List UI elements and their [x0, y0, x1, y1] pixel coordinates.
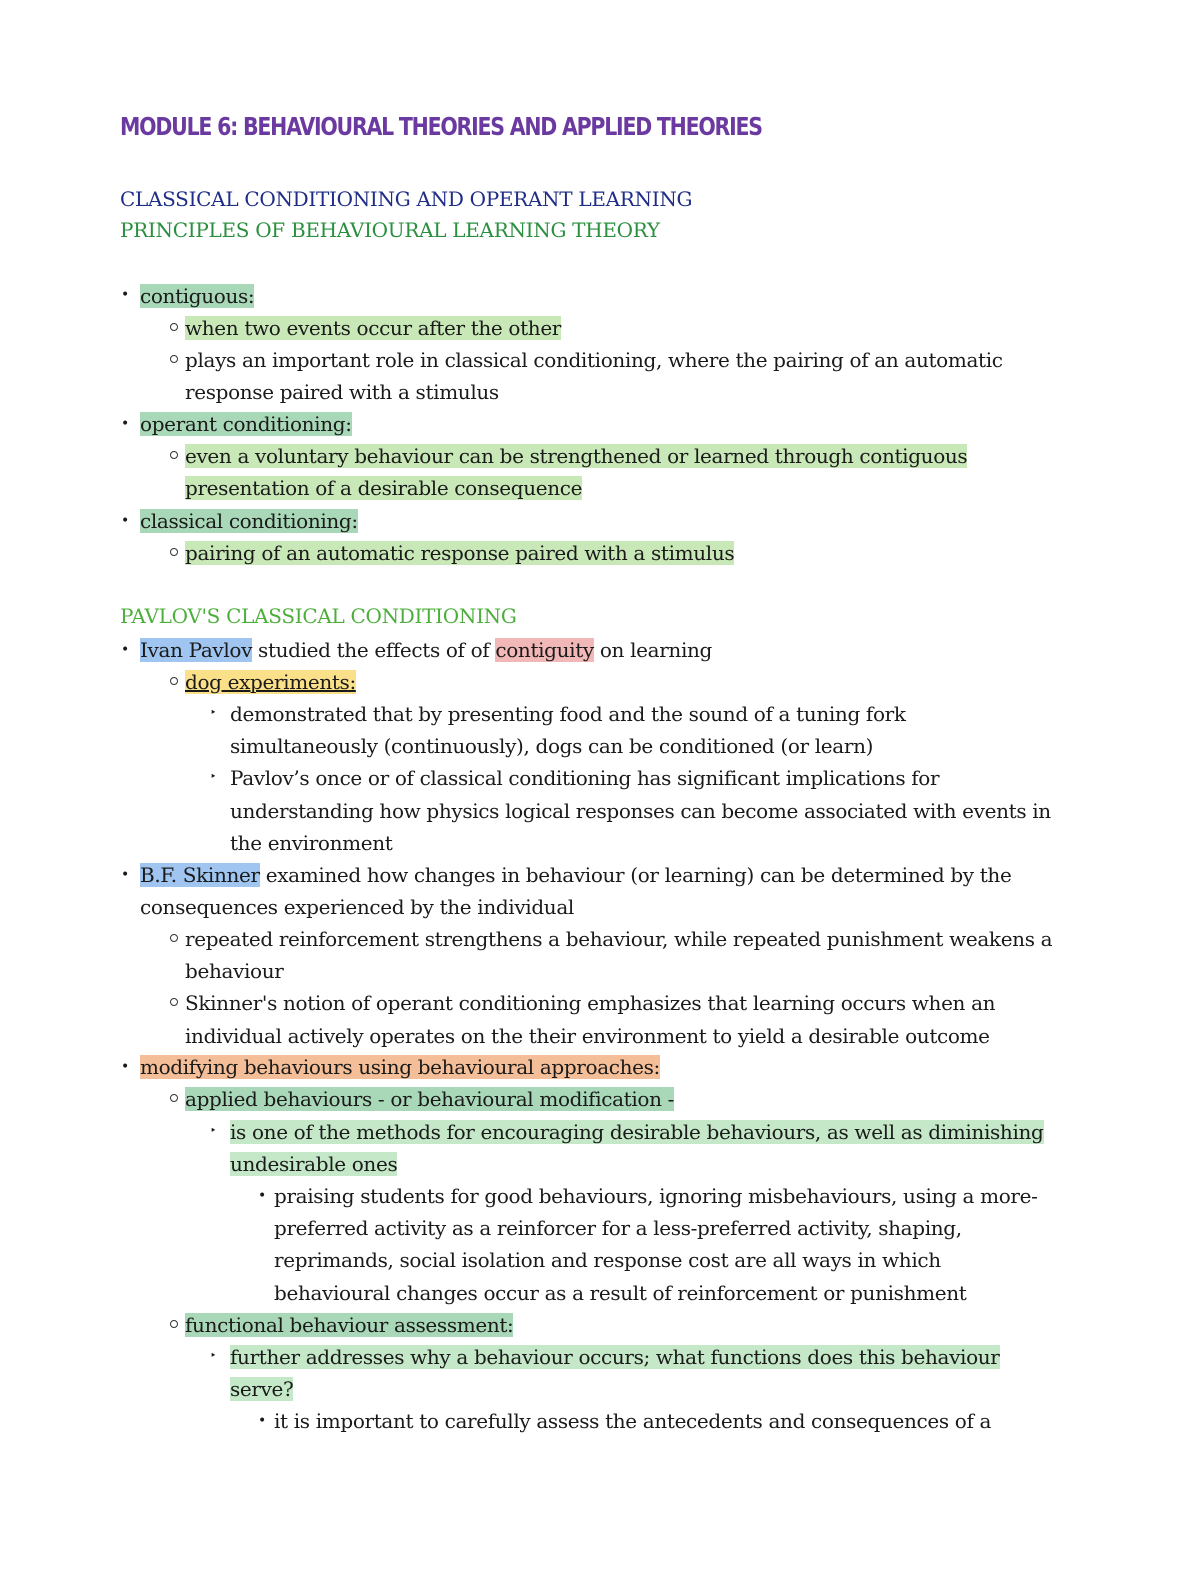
- term-contiguous: contiguous:: [140, 284, 255, 308]
- bullet-circle: [170, 355, 178, 363]
- page-title: MODULE 6: BEHAVIOURAL THEORIES AND APPLIED THEORIES: [120, 112, 762, 141]
- list-item: Skinner's notion of operant conditioning emphasizes that learning occurs when an: [185, 991, 996, 1015]
- name-skinner: B.F. Skinner: [140, 863, 260, 887]
- name-pavlov: Ivan Pavlov: [140, 638, 253, 662]
- bullet-arrow: ‣: [210, 706, 217, 719]
- bullet-arrow: ‣: [210, 1124, 217, 1137]
- bullet-circle: [170, 998, 178, 1006]
- bullet-circle: [170, 1094, 178, 1102]
- bullet-arrow: ‣: [210, 1349, 217, 1362]
- list-item: repeated reinforcement strengthens a behaviour, while repeated punishment weakens a: [185, 927, 1053, 951]
- bullet-circle: [170, 548, 178, 556]
- text: studied the effects of of: [252, 638, 496, 662]
- list-item-continued: understanding how physics logical responses can become associated with events in: [230, 799, 1051, 823]
- list-item: it is important to carefully assess the antecedents and consequences of a: [274, 1409, 992, 1433]
- term-applied-behaviours: applied behaviours - or behavioural modification -: [185, 1087, 675, 1111]
- bullet-circle: [170, 934, 178, 942]
- heading-classical-operant: CLASSICAL CONDITIONING AND OPERANT LEARNING: [120, 187, 693, 211]
- highlighted-text: pairing of an automatic response paired with a stimulus: [185, 541, 735, 565]
- heading-pavlov: PAVLOV'S CLASSICAL CONDITIONING: [120, 604, 517, 628]
- highlighted-text: is one of the methods for encouraging desirable behaviours, as well as diminishing: [230, 1120, 1044, 1144]
- term-classical: classical conditioning:: [140, 509, 358, 533]
- list-item: [140, 859, 1011, 891]
- list-item-continued: consequences experienced by the individual: [140, 895, 574, 919]
- bullet-circle: [170, 323, 178, 331]
- list-item: [140, 280, 254, 312]
- bullet-dot: •: [121, 513, 130, 529]
- list-item-continued: [230, 1373, 293, 1405]
- bullet-dot: •: [121, 867, 130, 883]
- term-functional-behaviour-assessment: functional behaviour assessment:: [185, 1313, 514, 1337]
- list-item: [230, 1341, 1000, 1373]
- term-contiguity: contiguity: [495, 638, 594, 662]
- list-item-continued: the environment: [230, 831, 393, 855]
- highlighted-text: serve?: [230, 1377, 294, 1401]
- heading-principles: PRINCIPLES OF BEHAVIOURAL LEARNING THEORY: [120, 218, 660, 242]
- term-operant: operant conditioning:: [140, 412, 352, 436]
- bullet-circle: [170, 451, 178, 459]
- highlighted-text: further addresses why a behaviour occurs; what functions does this behaviour: [230, 1345, 1000, 1369]
- bullet-circle: [170, 1320, 178, 1328]
- list-item: [140, 505, 358, 537]
- term-modifying-behaviours: modifying behaviours using behavioural approaches:: [140, 1055, 660, 1079]
- list-item-continued: [185, 472, 582, 504]
- term-dog-experiments: dog experiments:: [185, 670, 356, 694]
- bullet-dot: •: [121, 642, 130, 658]
- list-item: [185, 537, 734, 569]
- list-item-continued: behaviour: [185, 959, 284, 983]
- bullet-dot: •: [258, 1188, 267, 1204]
- list-item-continued: individual actively operates on the their environment to yield a desirable outcome: [185, 1024, 990, 1048]
- list-item-continued: simultaneously (continuously), dogs can be conditioned (or learn): [230, 734, 874, 758]
- bullet-arrow: ‣: [210, 770, 217, 783]
- list-item: praising students for good behaviours, ignoring misbehaviours, using a more-: [274, 1184, 1038, 1208]
- list-item: demonstrated that by presenting food and the sound of a tuning fork: [230, 702, 906, 726]
- list-item-continued: response paired with a stimulus: [185, 380, 499, 404]
- bullet-dot: •: [121, 287, 130, 303]
- list-item: [185, 312, 561, 344]
- list-item: [185, 440, 967, 472]
- list-item: [140, 634, 712, 666]
- bullet-dot: •: [121, 416, 130, 432]
- list-item: [185, 1083, 674, 1115]
- list-item: plays an important role in classical conditioning, where the pairing of an automatic: [185, 348, 1003, 372]
- highlighted-text: undesirable ones: [230, 1152, 398, 1176]
- highlighted-text: when two events occur after the other: [185, 316, 562, 340]
- list-item: [140, 1051, 660, 1083]
- highlighted-text: presentation of a desirable consequence: [185, 476, 583, 500]
- bullet-dot: •: [121, 1059, 130, 1075]
- list-item-continued: reprimands, social isolation and response cost are all ways in which: [274, 1248, 941, 1272]
- list-item-continued: behavioural changes occur as a result of reinforcement or punishment: [274, 1281, 967, 1305]
- list-item: Pavlov’s once or of classical conditioning has significant implications for: [230, 766, 940, 790]
- highlighted-text: even a voluntary behaviour can be strengthened or learned through contiguous: [185, 444, 968, 468]
- text: examined how changes in behaviour (or learning) can be determined by the: [259, 863, 1012, 887]
- list-item: [140, 408, 352, 440]
- text: on learning: [593, 638, 712, 662]
- list-item: [185, 1309, 513, 1341]
- bullet-dot: •: [258, 1413, 267, 1429]
- list-item: [185, 666, 356, 698]
- list-item: [230, 1116, 1044, 1148]
- list-item-continued: [230, 1148, 397, 1180]
- list-item-continued: preferred activity as a reinforcer for a less-preferred activity, shaping,: [274, 1216, 962, 1240]
- bullet-circle: [170, 677, 178, 685]
